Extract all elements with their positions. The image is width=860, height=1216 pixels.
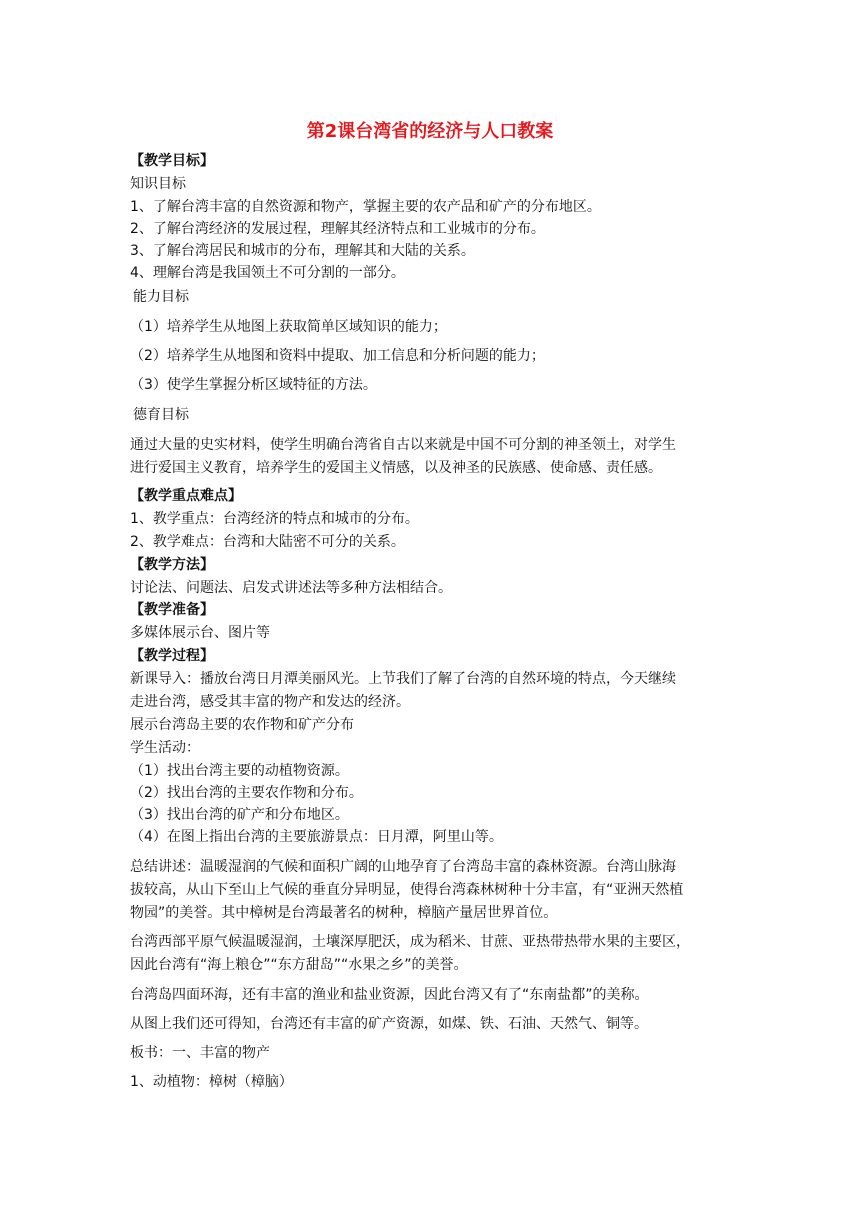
show-distribution-text: 展示台湾岛主要的农作物和矿产分布 [130, 717, 354, 733]
summary-line-3: 物园”的美誉。其中樟树是台湾最著名的树种，樟脑产量居世界首位。 [130, 905, 558, 921]
student-activity-label: 学生活动： [130, 740, 200, 756]
fishery-salt-paragraph: 台湾岛四面环海，还有丰富的渔业和盐业资源，因此台湾又有了“东南盐都”的美称。 [130, 987, 649, 1003]
key-point: 1、教学重点：台湾经济的特点和城市的分布。 [130, 511, 419, 527]
plain-paragraph-line-2: 因此台湾有“海上粮仓”“东方甜岛”“水果之乡”的美誉。 [130, 957, 468, 973]
lesson-intro-line-1: 新课导入：播放台湾日月潭美丽风光。上节我们了解了台湾的自然环境的特点，今天继续 [130, 671, 676, 687]
moral-goal-line-2: 进行爱国主义教育，培养学生的爱国主义情感，以及神圣的民族感、使命感、责任感。 [130, 460, 662, 476]
heading-teaching-process: 【教学过程】 [130, 648, 214, 664]
knowledge-goal-2: 2、了解台湾经济的发展过程，理解其经济特点和工业城市的分布。 [130, 221, 545, 237]
heading-key-difficult-points: 【教学重点难点】 [130, 488, 242, 504]
teaching-methods-text: 讨论法、问题法、启发式讲述法等多种方法相结合。 [130, 580, 452, 596]
blackboard-item-1: 1、动植物：樟树（樟脑） [130, 1074, 293, 1090]
knowledge-goal-4: 4、理解台湾是我国领土不可分割的一部分。 [130, 265, 405, 281]
activity-3: （3）找出台湾的矿产和分布地区。 [130, 807, 349, 823]
difficult-point: 2、教学难点：台湾和大陆密不可分的关系。 [130, 534, 405, 550]
ability-goal-1: （1）培养学生从地图上获取简单区域知识的能力； [130, 319, 447, 335]
teaching-preparation-text: 多媒体展示台、图片等 [130, 625, 270, 641]
lesson-intro-line-2: 走进台湾，感受其丰富的物产和发达的经济。 [130, 694, 410, 710]
moral-goal-line-1: 通过大量的史实材料，使学生明确台湾省自古以来就是中国不可分割的神圣领土，对学生 [130, 437, 676, 453]
summary-line-2: 拔较高，从山下至山上气候的垂直分异明显，使得台湾森林树种十分丰富，有“亚洲天然植 [130, 882, 684, 898]
plain-paragraph-line-1: 台湾西部平原气候温暖湿润，土壤深厚肥沃，成为稻米、甘蔗、亚热带热带水果的主要区， [130, 934, 690, 950]
heading-teaching-goals: 【教学目标】 [130, 153, 214, 169]
knowledge-goal-1: 1、了解台湾丰富的自然资源和物产，掌握主要的农产品和矿产的分布地区。 [130, 199, 601, 215]
subheading-knowledge-goals: 知识目标 [130, 176, 186, 192]
activity-2: （2）找出台湾的主要农作物和分布。 [130, 785, 363, 801]
ability-goal-3: （3）使学生掌握分析区域特征的方法。 [130, 377, 377, 393]
subheading-ability-goals: 能力目标 [133, 289, 189, 305]
mineral-resources-paragraph: 从图上我们还可得知，台湾还有丰富的矿产资源，如煤、铁、石油、天然气、铜等。 [130, 1016, 648, 1032]
activity-1: （1）找出台湾主要的动植物资源。 [130, 763, 349, 779]
activity-4: （4）在图上指出台湾的主要旅游景点：日月潭，阿里山等。 [130, 829, 503, 845]
ability-goal-2: （2）培养学生从地图和资料中提取、加工信息和分析问题的能力； [130, 348, 545, 364]
subheading-moral-goals: 德育目标 [133, 407, 189, 423]
heading-teaching-preparation: 【教学准备】 [130, 602, 214, 618]
knowledge-goal-3: 3、了解台湾居民和城市的分布，理解其和大陆的关系。 [130, 243, 475, 259]
heading-teaching-methods: 【教学方法】 [130, 557, 214, 573]
summary-line-1: 总结讲述：温暖湿润的气候和面积广阔的山地孕育了台湾岛丰富的森林资源。台湾山脉海 [130, 859, 676, 875]
blackboard-heading: 板书：一、丰富的物产 [130, 1045, 270, 1061]
document-title: 第2课台湾省的经济与人口教案 [306, 121, 554, 142]
